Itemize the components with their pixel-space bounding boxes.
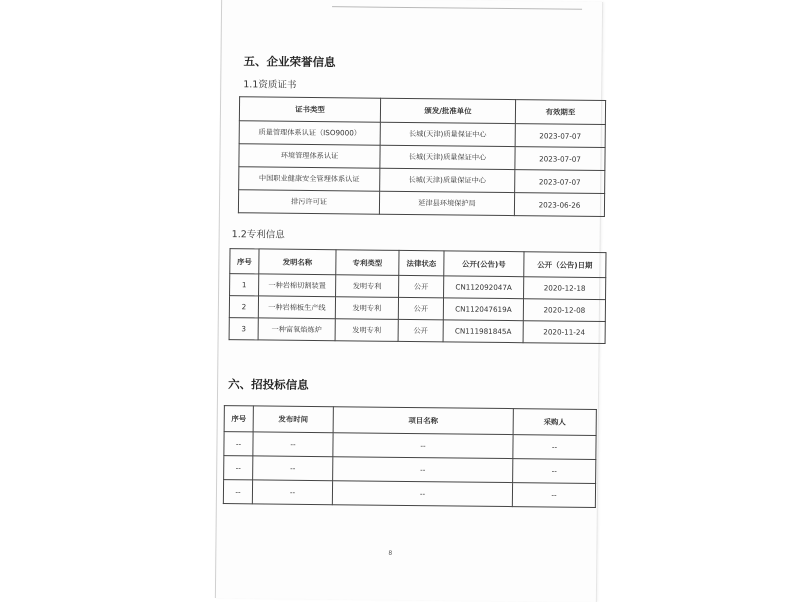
col-header: 公开（公告)日期 [524,252,606,278]
table-cell: 公开 [398,319,443,341]
section-title-bidding: 六、招投标信息 [228,377,309,392]
table-cell: -- [512,483,595,508]
table-cell: 2020-12-08 [523,299,605,322]
col-header: 法律状态 [399,250,444,275]
table-cell: 2020-11-24 [523,321,605,344]
col-header: 发明名称 [259,249,336,275]
col-header: 公开(公告)号 [444,251,524,277]
table-cell: 一种岩棉切割装置 [259,274,336,297]
patent-table [229,248,607,344]
table-cell: -- [513,435,596,460]
col-header: 序号 [230,249,259,274]
col-header: 有效期至 [515,100,605,125]
table-cell: 发明专利 [336,275,399,298]
table-cell: -- [332,481,512,507]
bidding-header-row [224,406,596,436]
scan-edge-line [332,6,582,10]
qualification-table [238,96,606,217]
table-cell: 2023-06-26 [514,193,604,217]
col-header: 项目名称 [333,407,513,435]
table-cell: 一种富氧焰炼炉 [258,318,335,341]
table-cell: 质量管理体系认证（ISO9000） [239,121,380,145]
table-cell: -- [253,432,333,457]
table-cell: 2023-07-07 [515,170,605,194]
table-row [223,480,595,508]
table-cell: 发明专利 [335,319,398,342]
table-cell: 2023-07-07 [515,147,605,171]
table-row [238,190,604,217]
table-cell: 1 [230,274,259,296]
table-cell: 中国职业健康安全管理体系认证 [239,167,380,191]
bidding-table [223,405,597,508]
table-cell: 排污许可证 [238,190,379,214]
col-header: 专利类型 [336,250,399,276]
table-cell: 环境管理体系认证 [239,144,380,168]
table-cell: -- [333,433,513,459]
table-cell: CN112092047A [444,276,524,299]
table-cell: 2023-07-07 [515,124,605,148]
table-cell: 长城(天津)质量保证中心 [380,122,515,146]
table-cell: 2020-12-18 [524,277,606,300]
table-row [229,318,605,344]
table-cell: CN112047619A [443,298,523,321]
table-cell: -- [333,457,513,483]
col-header: 序号 [224,406,253,432]
table-cell: -- [513,459,596,484]
table-cell: 公开 [399,275,444,297]
table-cell: 发明专利 [335,297,398,320]
table-cell: -- [253,456,333,481]
table-cell: 一种岩棉板生产线 [258,296,335,319]
document-page [215,0,603,602]
section-title-honors: 五、企业荣誉信息 [243,54,336,70]
table-cell: -- [252,480,332,505]
col-header: 采购人 [513,409,596,436]
subsection-title-patent: 1.2专利信息 [231,229,285,241]
table-cell: 2 [229,296,258,318]
table-cell: 3 [229,318,258,340]
table-cell: -- [224,456,253,480]
table-cell: 长城(天津)质量保证中心 [380,145,515,169]
patent-header-row [230,249,606,278]
table-cell: 长城(天津)质量保证中心 [380,168,515,192]
table-cell: -- [224,432,253,456]
subsection-title-qualification: 1.1资质证书 [243,79,297,91]
table-cell: CN111981845A [443,320,523,343]
page-number: 8 [388,549,393,557]
table-cell: -- [223,480,252,504]
col-header: 发布时间 [253,406,333,433]
col-header: 颁发/批准单位 [380,98,515,123]
col-header: 证书类型 [239,97,380,122]
table-cell: 公开 [398,297,443,319]
table-cell: 延津县环境保护局 [379,191,514,215]
